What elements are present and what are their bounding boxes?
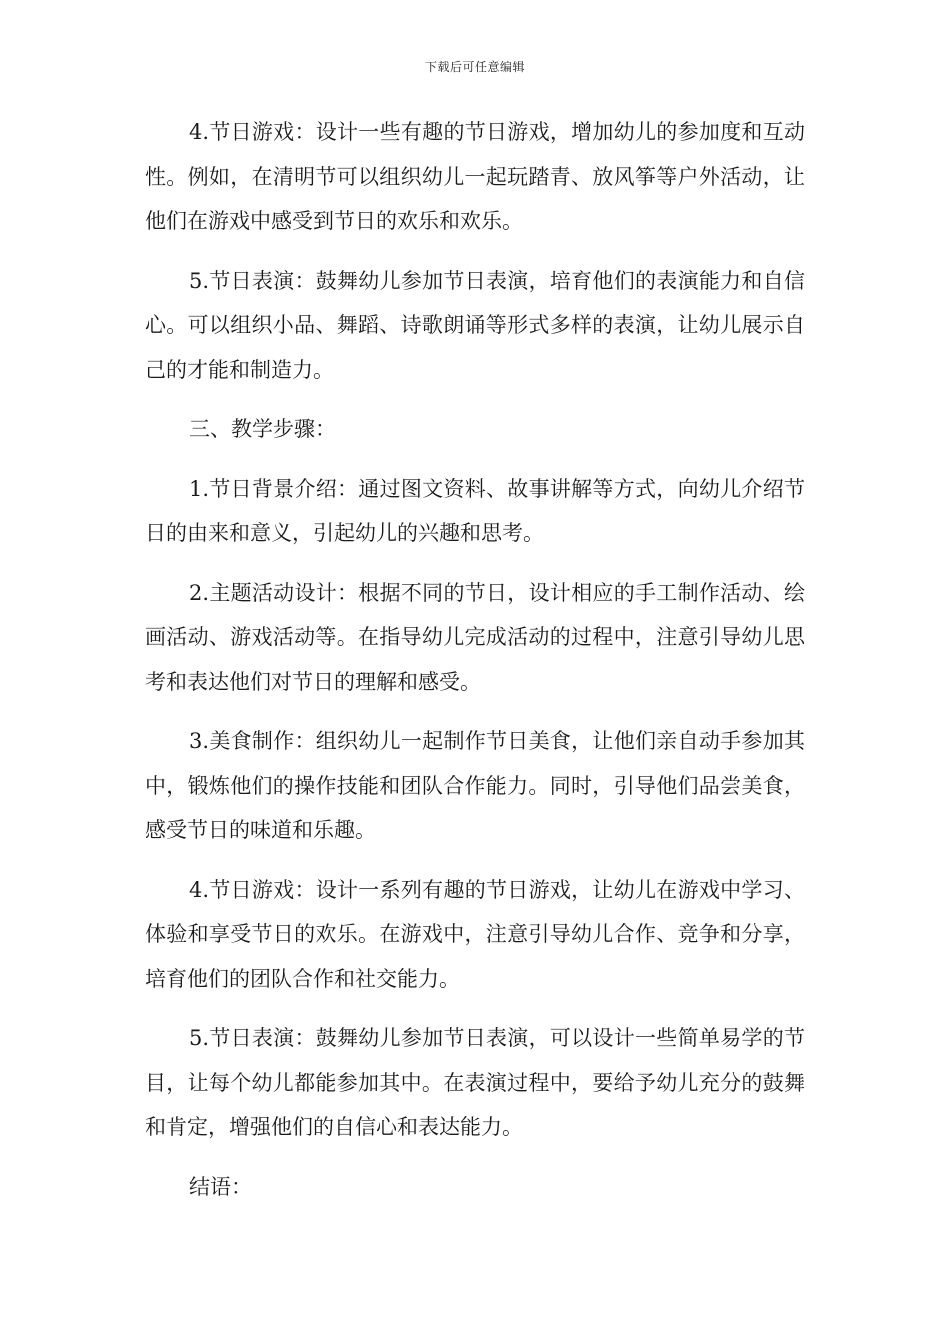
document-body [145,110,805,1224]
paragraph-food-making: 3.美食制作：组织幼儿一起制作节日美食，让他们亲自动手参加其中，锻炼他们的操作技能和团队合作能力。同时，引导他们品尝美食，感受节日的味道和乐趣。 [145,729,805,842]
paragraph-theme-activity: 2.主题活动设计：根据不同的节日，设计相应的手工制作活动、绘画活动、游戏活动等。在指导幼儿完成活动的过程中，注意引导幼儿思考和表达他们对节日的理解和感受。 [145,580,805,694]
section-heading-teaching-steps: 三、教学步骤： [189,417,336,441]
paragraph-festival-performance: 5.节日表演：鼓舞幼儿参加节日表演，培育他们的表演能力和自信心。可以组织小品、舞蹈、诗歌朗诵等形式多样的表演，让幼儿展示自己的才能和制造力。 [145,268,805,382]
paragraph-background-intro: 1.节日背景介绍：通过图文资料、故事讲解等方式，向幼儿介绍节日的由来和意义，引起幼儿的兴趣和思考。 [145,476,805,545]
section-heading-conclusion: 结语： [189,1174,252,1199]
paragraph-festival-games: 4.节日游戏：设计一些有趣的节日游戏，增加幼儿的参加度和互动性。例如，在清明节可以组织幼儿一起玩踏青、放风筝等户外活动，让他们在游戏中感受到节日的欢乐和欢乐。 [145,120,805,233]
header-note: 下载后可任意编辑 [424,60,525,74]
paragraph-festival-games-steps: 4.节日游戏：设计一系列有趣的节日游戏，让幼儿在游戏中学习、体验和享受节日的欢乐。在游戏中，注意引导幼儿合作、竞争和分享，培育他们的团队合作和社交能力。 [145,877,805,991]
paragraph-festival-performance-steps: 5.节日表演：鼓舞幼儿参加节日表演，可以设计一些简单易学的节目，让每个幼儿都能参加其中。在表演过程中，要给予幼儿充分的鼓舞和肯定，增强他们的自信心和表达能力。 [145,1026,805,1139]
